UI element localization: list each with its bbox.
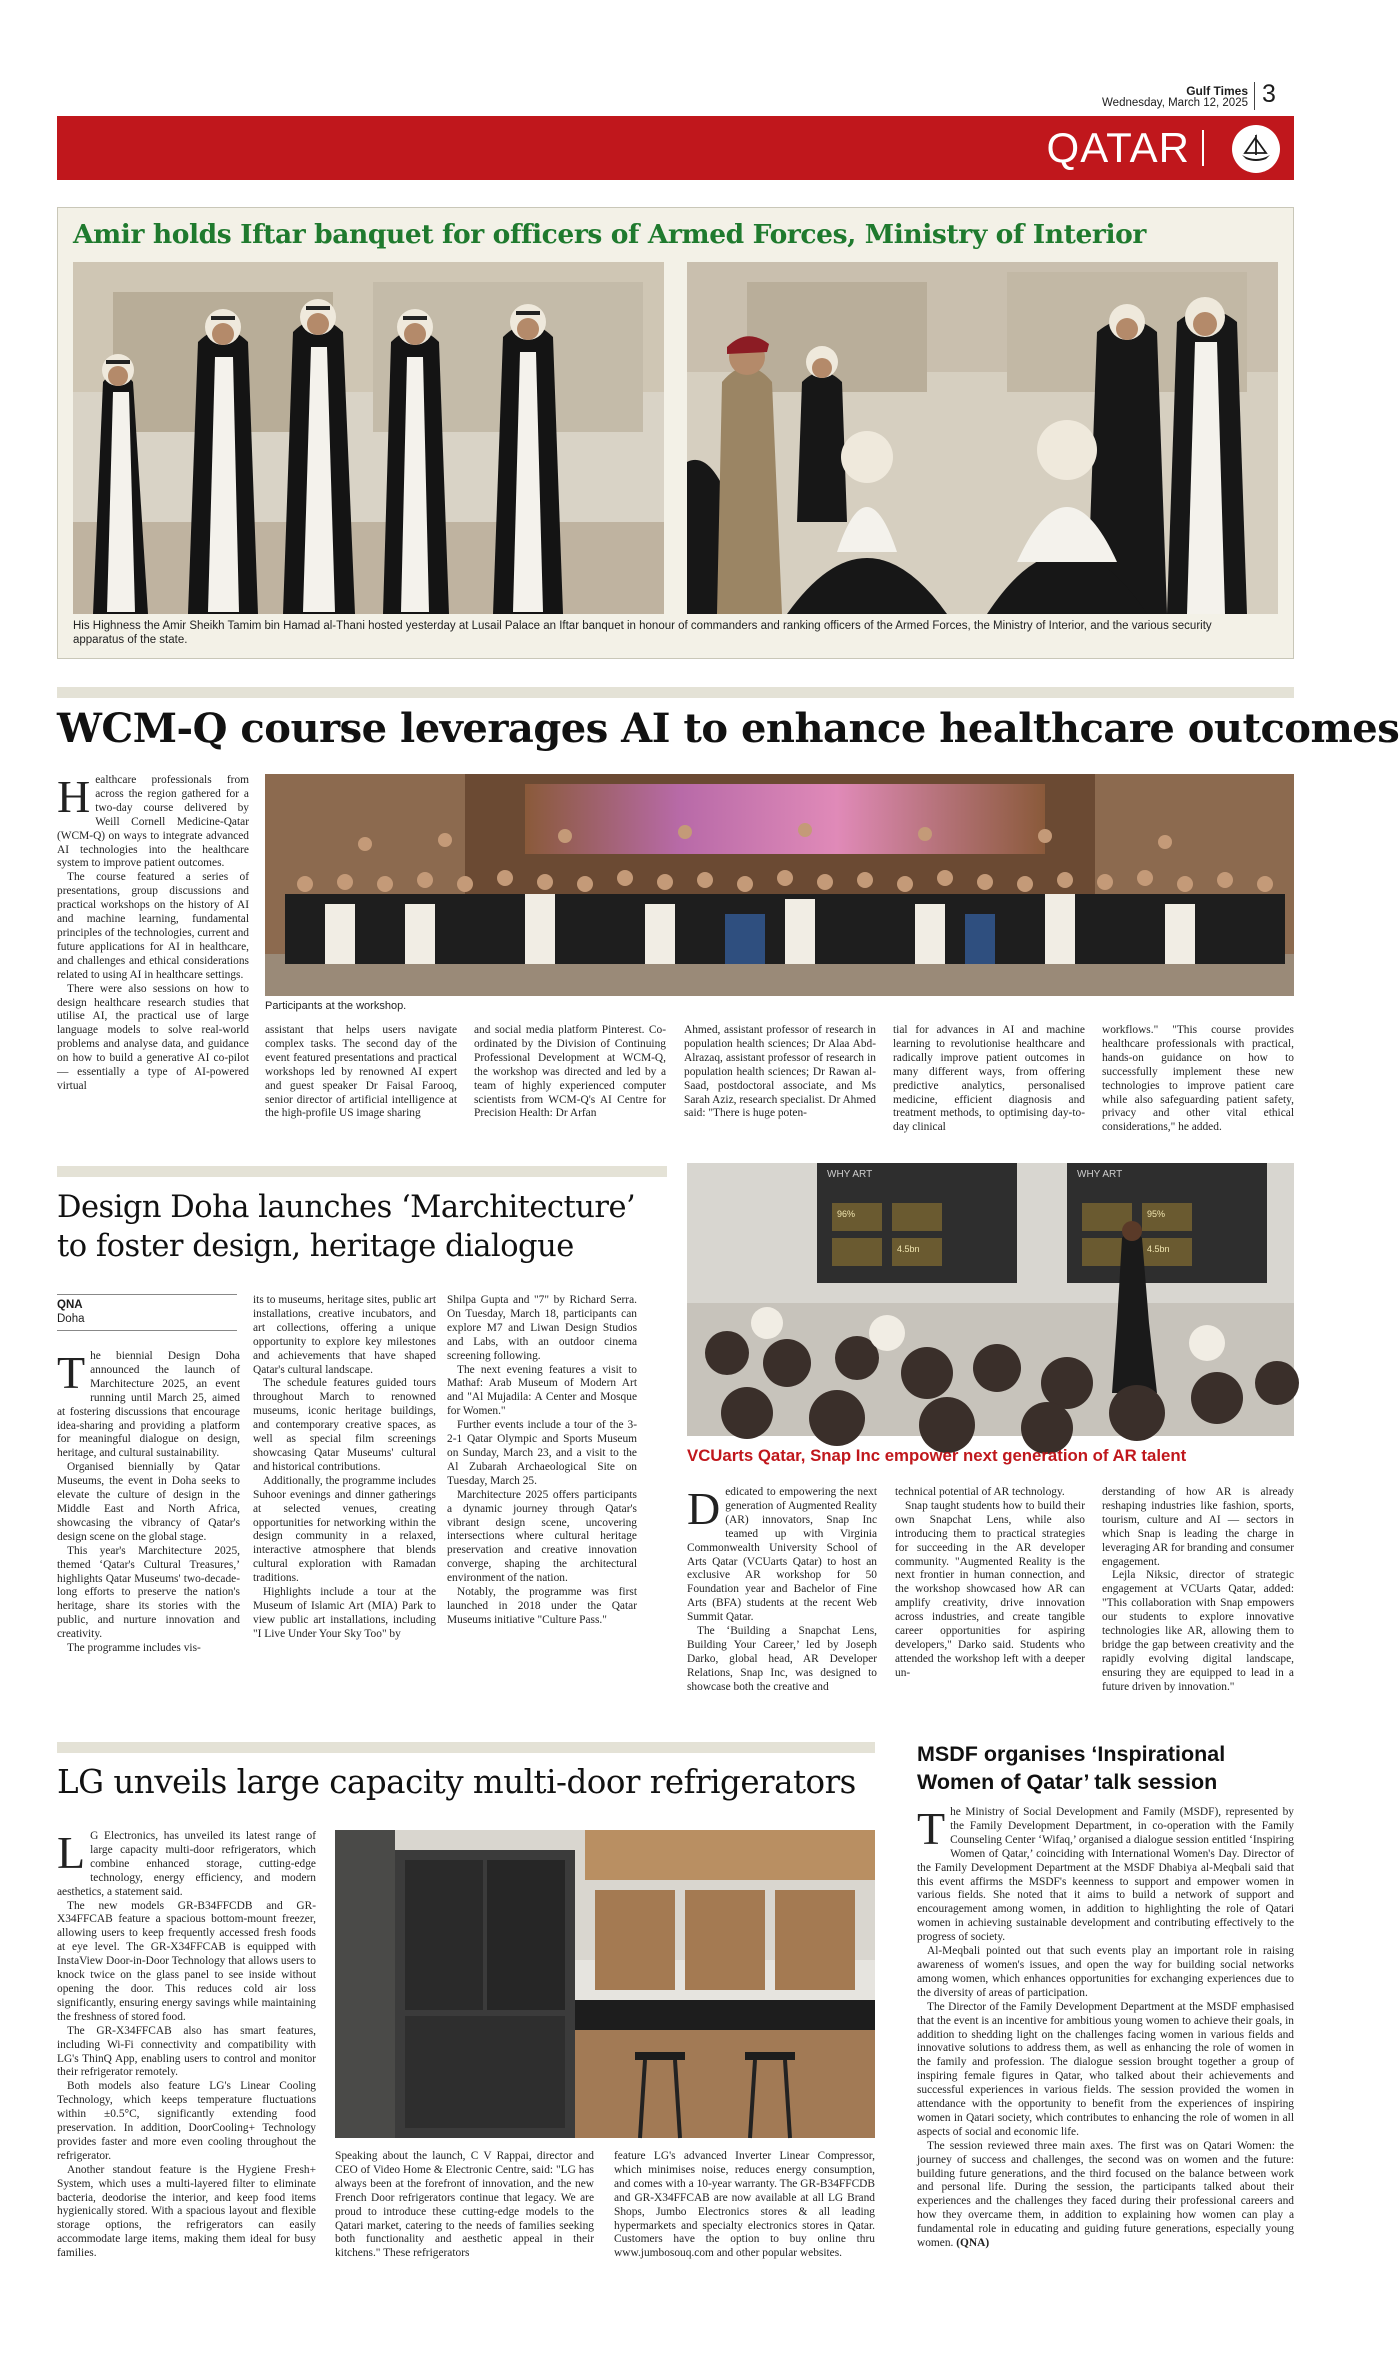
vcu-column-3 bbox=[1102, 1486, 1294, 1724]
wcmq-headline: WCM-Q course leverages AI to enhance healthcare outcomes bbox=[57, 705, 1399, 752]
design-doha-paragraph: Highlights include a tour at the Museum of Islamic Art (MIA) Park to view public art installations, including "I Live Under Your Sky Too" by bbox=[253, 1586, 436, 1640]
design-doha-paragraph: its to museums, heritage sites, public art installations, creative incubators, and art collections, offering a unique opportunity to explore key milestones and achievements that have shaped Qatar's cultural landscape. bbox=[253, 1294, 436, 1376]
vcu-paragraph: The ‘Building a Snapchat Lens, Building Your Career,’ led by Joseph Darko, global head, AR Developer Relations, Snap Inc, was designed to showcase both the creative and bbox=[687, 1625, 877, 1693]
byline-rule-bottom bbox=[57, 1330, 237, 1331]
section-title: QATAR bbox=[1046, 124, 1190, 171]
design-doha-paragraph: he biennial Design Doha announced the launch of Marchitecture 2025, an event running until March 25, aimed at fostering discussions that encourage idea-sharing and providing a platform for meaningful dialogue on design, heritage, and cultural sustainability. bbox=[57, 1350, 240, 1460]
design-doha-paragraph: Organised biennially by Qatar Museums, the event in Doha seeks to elevate the culture of design in the Middle East and North Africa, showcasing the vibrancy of Qatar's design scene on the global stage. bbox=[57, 1461, 240, 1543]
msdf-paragraph: The session reviewed three main axes. The first was on Qatari Women: the journey of success and challenges, the second was on women and the future: building future generations, and the third focused on the balance between work and personal life. During the session, the participants talked about their experiences and the challenges they faced during their professional careers and how they overcame them, in addition to explaining how women can play a fundamental role in educating and guiding future generations, especially young women. bbox=[917, 2139, 1294, 2250]
vcu-paragraph: Lejla Niksic, director of strategic engagement at VCUarts Qatar, added: "This collaboration with Snap empowers our students to explore innovative technologies like AR, allowing them to bridge the gap between creativity and the rapidly evolving digital landscape, ensuring they are equipped to lead in a future driven by innovation." bbox=[1102, 1569, 1294, 1693]
design-doha-column-3 bbox=[447, 1294, 637, 1724]
lg-headline: LG unveils large capacity multi-door refrigerators bbox=[57, 1763, 856, 1801]
msdf-paragraph: he Ministry of Social Development and Family (MSDF), represented by the Family Development Department, in co-operation with the Family Counseling Center ‘Wifaq,’ organised a dialogue session entitled ‘Inspiring Women of Qatar,’ coinciding with International Women's Day. Director of the Family Development Department at the MSDF Dhabiya al-Meqbali said that this event affirms the MSDF's keenness to support and empower women in various fields. She noted that it aims to build a network of support and encouragement among women, in addition to highlighting the role of Qatari women in achieving sustainable development and contributing effectively to the progress of society. bbox=[917, 1806, 1294, 1944]
wcmq-paragraph: assistant that helps users navigate complex tasks. The second day of the event featured presentations and practical workshops led by renowned AI expert and guest speaker Dr Faisal Farooq, senior director of artificial intelligence at the high-profile US image sharing bbox=[265, 1024, 457, 1120]
vcu-workshop-photo bbox=[687, 1163, 1294, 1436]
wcmq-column-3 bbox=[474, 1024, 666, 1120]
design-doha-paragraph: Shilpa Gupta and "7" by Richard Serra. On Tuesday, March 18, participants can explore M7 and Liwan Design Studios and Labs, with an outdoor cinema screening following. bbox=[447, 1294, 637, 1362]
design-doha-paragraph: The next evening features a visit to Mathaf: Arab Museum of Modern Art and "Al Mujadila: A Center and Mosque for Women." bbox=[447, 1363, 637, 1418]
design-doha-dropcap: T bbox=[57, 1347, 86, 1398]
slide-stat-right: 95% bbox=[1147, 1209, 1166, 1219]
wcmq-column-5 bbox=[893, 1024, 1085, 1134]
lg-paragraph: feature LG's advanced Inverter Linear Compressor, which minimises noise, reduces energy consumption, and comes with a 10-year warranty. The GR-B34FFCDB and GR-X34FFCAB are now available at all LG Brand Shops, Jumbo Electronics stores & all leading hypermarkets and specialty electronics stores in Qatar. Customers have the option to buy online thru www.jumbosouq.com and other popular websites. bbox=[614, 2150, 875, 2260]
section-separator bbox=[1202, 130, 1204, 166]
slide-label-right-heading: WHY ART bbox=[1077, 1169, 1123, 1180]
section-banner bbox=[57, 116, 1294, 180]
section-rule-lg bbox=[57, 1742, 875, 1753]
slide-stat-right-2: 4.5bn bbox=[1147, 1244, 1170, 1254]
lg-kitchen-photo bbox=[335, 1830, 875, 2138]
lg-column-3 bbox=[614, 2150, 875, 2338]
wcmq-paragraph: tial for advances in AI and machine learning to revolutionise healthcare and radically improve patient outcomes in many different ways, from offering predictive analytics, personalised medicine, efficient diagnosis and treatment methods, to optimising day-to-day clinical bbox=[893, 1024, 1085, 1134]
design-doha-paragraph: Further events include a tour of the 3-2-1 Qatar Olympic and Sports Museum on Sunday, March 23, and a visit to the Al Zubarah Archaeological Site on Tuesday, March 25. bbox=[447, 1419, 637, 1487]
design-doha-paragraph: Marchitecture 2025 offers participants a dynamic journey through Qatar's vibrant design scene, uncovering intersections where cultural heritage preservation and creative innovation converge, shaping the architectural environment of the nation. bbox=[447, 1488, 637, 1585]
msdf-headline: MSDF organises ‘Inspirational Women of Qatar’ talk session bbox=[917, 1742, 1226, 1794]
vcu-column-2 bbox=[895, 1486, 1085, 1724]
wcmq-paragraph: and social media platform Pinterest. Co-ordinated by the Division of Continuing Professional Development at WCM-Q, the workshop was directed and led by a team of highly experienced computer scientists from WCM-Q's AI Centre for Precision Health: Dr Arfan bbox=[474, 1024, 666, 1120]
design-doha-column-1 bbox=[57, 1347, 240, 1724]
design-doha-paragraph: The programme includes vis- bbox=[67, 1642, 201, 1655]
wcmq-paragraph: The course featured a series of presentations, group discussions and practical workshops on the history of AI and machine learning, fundamental principles of the technologies, current and future applications for AI in healthcare, and challenges and ethical considerations related to using AI in healthcare settings. bbox=[57, 871, 249, 981]
wcmq-paragraph: There were also sessions on how to design healthcare research studies that utilise AI, the practical use of large language models to solve real-world problems and analyse data, and guidance on how to build a generative AI co-pilot — essentially a type of AI-powered virtual bbox=[57, 982, 249, 1092]
paper-name: Gulf Times bbox=[1186, 84, 1248, 98]
amir-photo-left bbox=[73, 262, 664, 614]
vcu-paragraph: edicated to empowering the next generation of Augmented Reality (AR) innovators, Snap Inc teamed up with Virginia Commonwealth University School of Arts Qatar (VCUarts Qatar) to host an exclusive AR workshop for 50 Foundation year and Bachelor of Fine Arts (BFA) students at the recent Web Summit Qatar. bbox=[687, 1486, 877, 1624]
wcmq-column-6 bbox=[1102, 1024, 1294, 1134]
slide-stat-left-2: 4.5bn bbox=[897, 1244, 920, 1254]
page-divider bbox=[1254, 82, 1255, 110]
design-doha-paragraph: Notably, the programme was first launched in 2018 under the Qatar Museums initiative "Culture Pass." bbox=[447, 1586, 637, 1626]
amir-headline: Amir holds Iftar banquet for officers of Armed Forces, Ministry of Interior bbox=[73, 219, 1146, 250]
msdf-paragraph: Al-Meqbali pointed out that such events play an important role in raising awareness of women's issues, and open the way for building social networks among women, which enhances opportunities for exchanging experiences due to the diversity of areas of participation. bbox=[917, 1945, 1294, 1999]
wcmq-column-1 bbox=[57, 771, 249, 1104]
lg-paragraph: Both models also feature LG's Linear Cooling Technology, which keeps temperature fluctuations within ±0.5°C, significantly extending food preservation. In addition, DoorCooling+ Technology provides faster and more even cooling throughout the refrigerator. bbox=[57, 2080, 316, 2162]
amir-photo-right bbox=[687, 262, 1278, 614]
vcu-paragraph: technical potential of AR technology. bbox=[895, 1486, 1065, 1498]
design-doha-paragraph: The schedule features guided tours throughout March to renowned museums, iconic heritage buildings, and contemporary creative spaces, as well as special film screenings showcasing Qatar Museums' cultural and historical contributions. bbox=[253, 1377, 436, 1473]
page-number: 3 bbox=[1262, 80, 1276, 108]
lg-paragraph: Speaking about the launch, C V Rappai, director and CEO of Video Home & Electronic Centre, said: "LG has always been at the forefront of innovation, and the new French Door refrigerators continue that legacy. We are proud to introduce these cutting-edge models to the Qatari market, catering to the needs of families seeking both functionality and aesthetic appeal in their kitchens." These refrigerators bbox=[335, 2150, 594, 2260]
design-doha-headline: Design Doha launches ‘Marchitecture’ to foster design, heritage dialogue bbox=[57, 1190, 636, 1264]
design-doha-column-2 bbox=[253, 1294, 436, 1724]
vcu-column-1 bbox=[687, 1483, 877, 1724]
wcmq-column-4 bbox=[684, 1024, 876, 1120]
vcu-paragraph: Snap taught students how to build their own Snapchat Lens, while also introducing them to practical strategies for succeeding in the AR developer community. "Augmented Reality is the next frontier in human connection, and the workshop showcased how AR can amplify creativity, drive innovation across industries, and create tangible career opportunities for aspiring developers," Darko said. Students who attended the workshop left with a deeper un- bbox=[895, 1499, 1085, 1679]
lg-dropcap: L bbox=[57, 1827, 86, 1878]
lg-paragraph: Another standout feature is the Hygiene Fresh+ System, which uses a multi-layered filter to eliminate bacteria, deodorise the interior, and keep food items hygienically stored. With a spacious layout and flexible storage options, the refrigerators can easily accommodate large items, making them ideal for busy families. bbox=[57, 2163, 316, 2260]
vcu-headline: VCUarts Qatar, Snap Inc empower next generation of AR talent bbox=[687, 1446, 1187, 1465]
amir-caption: His Highness the Amir Sheikh Tamim bin Hamad al-Thani hosted yesterday at Lusail Palace an Iftar banquet in honour of commanders and ranking officers of the Armed Forces, the Ministry of Interior, and the various security apparatus of the state. bbox=[73, 620, 1212, 646]
section-rule-wcmq bbox=[57, 687, 1294, 698]
byline-place: Doha bbox=[57, 1313, 85, 1325]
wcmq-group-photo bbox=[265, 774, 1294, 996]
msdf-dropcap: T bbox=[917, 1803, 946, 1854]
msdf-body bbox=[917, 1803, 1294, 2338]
wcmq-paragraph: ealthcare professionals from across the region gathered for a two-day course delivered by Weill Cornell Medicine-Qatar (WCM-Q) on ways to integrate advanced AI technologies into the healthcare system to improve patient outcomes. bbox=[57, 774, 249, 870]
msdf-credit: (QNA) bbox=[956, 2237, 990, 2250]
lg-paragraph: The new models GR-B34FFCDB and GR-X34FFCAB feature a spacious bottom-mount freezer, allowing users to keep frequently accessed fresh foods at eye level. The GR-X34FFCAB is equipped with InstaView Door-in-Door Technology that allows users to knock twice on the glass panel to see inside without opening the door. This reduces cold air loss significantly, ensuring energy savings while maintaining the freshness of stored food. bbox=[57, 1899, 316, 2023]
lg-column-1 bbox=[57, 1827, 316, 2338]
issue-date: Wednesday, March 12, 2025 bbox=[1102, 97, 1248, 109]
wcmq-column-2 bbox=[265, 1024, 457, 1120]
wcmq-photo-caption: Participants at the workshop. bbox=[265, 1000, 407, 1012]
design-doha-paragraph: This year's Marchitecture 2025, themed ‘Qatar's Cultural Treasures,’ highlights Qatar Museums' two-decade-long efforts to preserve the nation's heritage, share its stories with the public, and nurture innovation and creativity. bbox=[57, 1544, 240, 1641]
wcmq-paragraph: workflows." "This course provides healthcare professionals with practical, hands-on guidance on how to successfully implement these new technologies to improve patient care while also safeguarding patient safety, privacy and other vital ethical considerations," he added. bbox=[1102, 1024, 1294, 1134]
byline-agency: QNA bbox=[57, 1299, 83, 1311]
lg-column-2 bbox=[335, 2150, 594, 2338]
wcmq-paragraph: Ahmed, assistant professor of research in population health sciences; Dr Alaa Abd-Alrazaq, assistant professor of research in population health sciences; Dr Rawan al-Saad, postdoctoral associate, and Ms Sarah Aziz, research specialist. Dr Ahmed said: "There is huge poten- bbox=[684, 1024, 876, 1120]
dhow-icon bbox=[1232, 125, 1280, 173]
lg-paragraph: G Electronics, has unveiled its latest range of large capacity multi-door refrigerators, which combine enhanced storage, cutting-edge technology, energy efficiency, and modern aesthetics, a statement said. bbox=[57, 1830, 316, 1898]
lg-paragraph: The GR-X34FFCAB also has smart features, including Wi-Fi connectivity and compatibility with LG's ThinQ App, enabling users to control and monitor their refrigerator remotely. bbox=[57, 2024, 316, 2079]
slide-label-left-heading: WHY ART bbox=[827, 1169, 873, 1180]
design-doha-paragraph: Additionally, the programme includes Suhoor evenings and dinner gatherings at selected venues, creating opportunities for networking within the design community in a relaxed, interactive atmosphere that blends cultural exploration with Ramadan traditions. bbox=[253, 1474, 436, 1585]
slide-stat-left: 96% bbox=[837, 1209, 856, 1219]
byline-rule bbox=[57, 1294, 237, 1295]
vcu-paragraph: derstanding of how AR is already reshaping industries like fashion, sports, tourism, culture and AI — sectors in which Snap is leading the charge in leveraging AR for branding and consumer engagement. bbox=[1102, 1486, 1295, 1568]
wcmq-dropcap: H bbox=[57, 771, 91, 822]
section-rule-design-doha bbox=[57, 1166, 667, 1177]
vcu-dropcap: D bbox=[687, 1483, 721, 1534]
msdf-paragraph: The Director of the Family Development Department at the MSDF emphasised that the event is an incentive for ambitious young women to achieve their goals, in addition to shedding light on the challenges facing women in various fields and innovative solutions to address them, as well as enhancing the role of women in the family and profession. The dialogue session brought together a group of inspiring female figures in Qatar, who talked about their achievements and successful experiences in various fields. The session provided the women in attendance with the opportunity to benefit from the experiences of inspiring women in Qatari society, which contributes to enhancing the role of women in all aspects of social and economic life. bbox=[917, 2000, 1294, 2138]
